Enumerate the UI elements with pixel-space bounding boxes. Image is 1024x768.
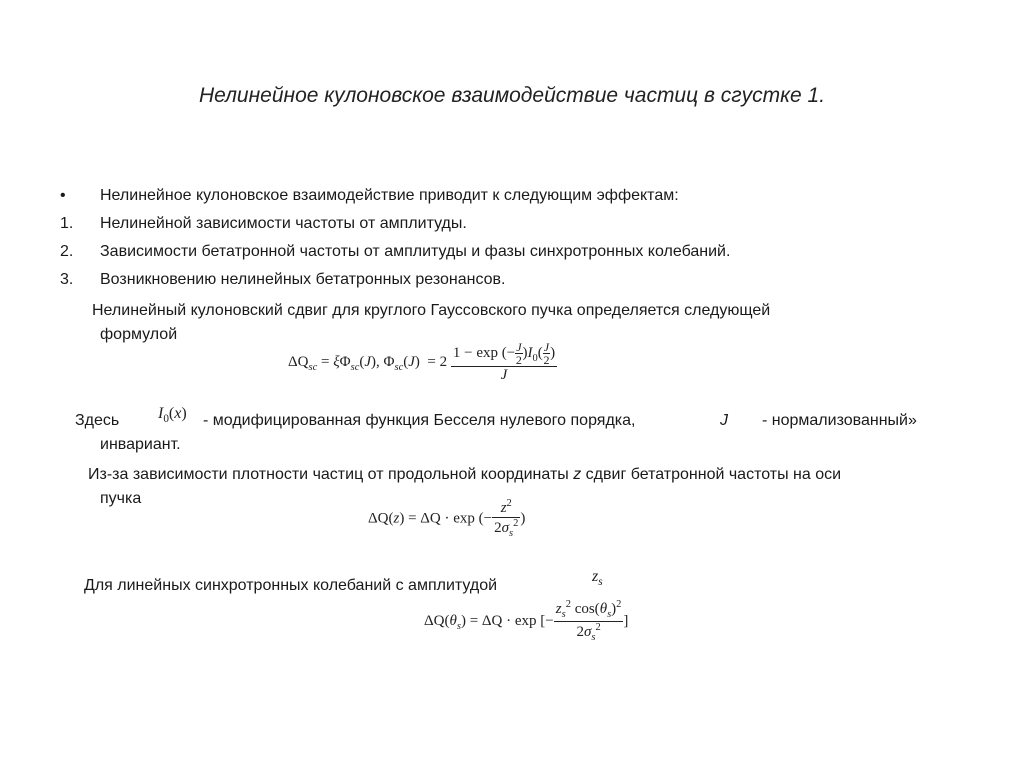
paragraph-line: пучка <box>100 490 142 507</box>
paragraph-line: формулой <box>100 326 178 343</box>
paragraph-text: - нормализованный» <box>762 412 917 429</box>
paragraph-text: - модифицированная функция Бесселя нулевого порядка, <box>203 412 636 429</box>
list-item: Возникновению нелинейных бетатронных резонансов. <box>100 271 506 288</box>
z-symbol: z <box>573 466 582 483</box>
paragraph-line: Для линейных синхротронных колебаний с амплитудой <box>84 577 498 594</box>
slide-title: Нелинейное кулоновское взаимодействие частиц в сгустке 1. <box>198 84 826 107</box>
formula-delta-q-theta: $\Delta Q(\theta_s) = \Delta Q \cdot \exp$ [− $\frac{z_s^2 \cos(\theta_s)^2}{2\sigma_s^2}$ ] <box>424 599 629 644</box>
paragraph-line: Нелинейный кулоновский сдвиг для круглого Гауссовского пучка определяется следующей <box>92 302 771 319</box>
list-marker: 3. <box>60 271 74 288</box>
paragraph-line: инвариант. <box>100 436 181 453</box>
paragraph-line: Из-за зависимости плотности частиц от продольной координаты z сдвиг бетатронной частоты на оси <box>88 466 842 483</box>
list-item: Зависимости бетатронной частоты от амплитуды и фазы синхротронных колебаний. <box>100 243 731 260</box>
list-marker: 1. <box>60 215 74 232</box>
list-item: Нелинейное кулоновское взаимодействие приводит к следующим эффектам: <box>100 187 679 204</box>
amplitude-symbol: $z_s$ <box>592 568 603 589</box>
list-item: Нелинейной зависимости частоты от амплитуды. <box>100 215 467 232</box>
bullet-marker: • <box>60 187 66 204</box>
invariant-symbol: J <box>720 412 728 429</box>
list-marker: 2. <box>60 243 74 260</box>
formula-delta-q-z: ΔQ(z) = ΔQ · exp (− $\frac{z^2}{2\sigma_s^2}$ ) <box>368 498 526 540</box>
formula-bessel: $I_0(x)$ <box>158 405 187 426</box>
paragraph-prefix: Здесь <box>75 412 120 429</box>
formula-coulomb-shift: $\Delta Q_{sc} = \xi\Phi_{sc}(J)$, $\Phi_{sc}(J) = 2$ 1 − exp (− $\frac{J}{2}$ )$I_0$( $\frac{J}{2}$ ) J <box>288 340 556 383</box>
